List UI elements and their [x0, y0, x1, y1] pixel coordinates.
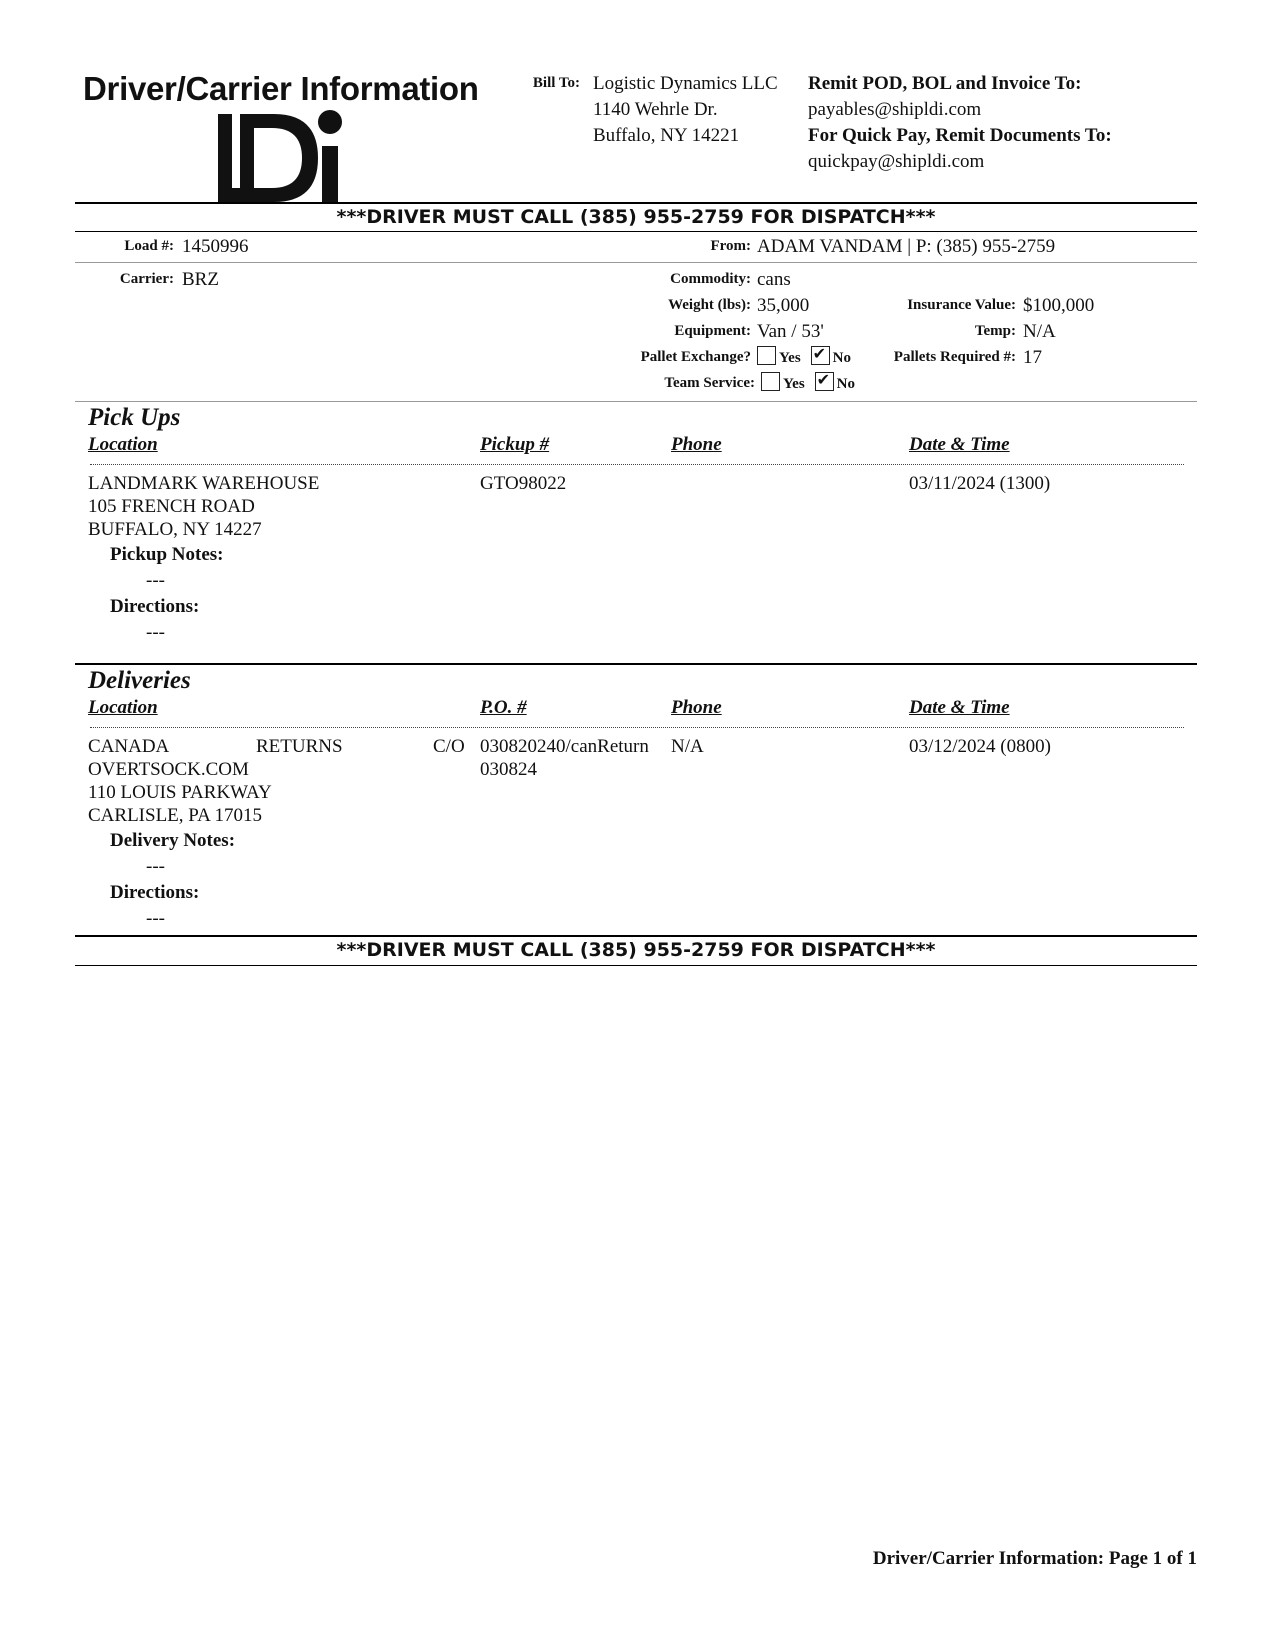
pickups-title: Pick Ups	[88, 404, 181, 431]
weight-value: 35,000	[757, 295, 810, 316]
pickup-directions-label: Directions:	[110, 596, 200, 617]
bill-to-line-2: 1140 Wehrle Dr.	[593, 99, 718, 120]
carrier-value: BRZ	[182, 269, 219, 290]
dispatch-notice-top: ***DRIVER MUST CALL (385) 955-2759 FOR DISPATCH***	[336, 206, 936, 228]
pickup-notes-label: Pickup Notes:	[110, 544, 224, 565]
pallet-exchange-no-checkbox[interactable]	[811, 346, 830, 365]
dotted-divider	[90, 727, 1184, 728]
page-footer: Driver/Carrier Information: Page 1 of 1	[872, 1548, 1197, 1569]
delivery-notes-value: ---	[146, 856, 165, 877]
remit-label: Remit POD, BOL and Invoice To:	[808, 73, 1082, 94]
divider	[75, 935, 1197, 937]
pickups-col-phone: Phone	[671, 434, 722, 455]
team-service-yes-checkbox[interactable]	[761, 372, 780, 391]
delivery-notes-label: Delivery Notes:	[110, 830, 236, 851]
pickup-notes-value: ---	[146, 570, 165, 591]
from-label: From:	[710, 238, 751, 254]
carrier-label: Carrier:	[119, 271, 174, 287]
pickups-col-location: Location	[88, 434, 158, 455]
deliveries-col-number: P.O. #	[480, 697, 527, 718]
delivery-directions-label: Directions:	[110, 882, 200, 903]
delivery-location-line-4: CARLISLE, PA 17015	[88, 805, 263, 826]
pallets-required-value: 17	[1023, 347, 1042, 368]
load-number-label: Load #:	[124, 238, 174, 254]
deliveries-col-datetime: Date & Time	[909, 697, 1010, 718]
equipment-label: Equipment:	[674, 323, 751, 339]
divider	[75, 663, 1197, 665]
delivery-phone: N/A	[671, 736, 704, 757]
team-service-no-label: No	[836, 376, 856, 392]
delivery-location-line-1c: C/O	[433, 736, 465, 757]
temp-label: Temp:	[974, 323, 1016, 339]
pickup-location-line-2: 105 FRENCH ROAD	[88, 496, 255, 517]
divider	[75, 262, 1197, 263]
commodity-value: cans	[757, 269, 791, 290]
delivery-directions-value: ---	[146, 908, 165, 929]
delivery-po-line-1: 030820240/canReturn	[480, 736, 649, 757]
deliveries-col-phone: Phone	[671, 697, 722, 718]
team-service-no-checkbox[interactable]	[815, 372, 834, 391]
page-title: Driver/Carrier Information	[83, 70, 479, 107]
dotted-divider	[90, 464, 1184, 465]
pickup-location-line-1: LANDMARK WAREHOUSE	[88, 473, 320, 494]
insurance-label: Insurance Value:	[907, 297, 1016, 313]
dispatch-notice-bottom: ***DRIVER MUST CALL (385) 955-2759 FOR DISPATCH***	[336, 939, 936, 961]
temp-value: N/A	[1023, 321, 1056, 342]
pallet-exchange-yes-checkbox[interactable]	[757, 346, 776, 365]
pickups-col-datetime: Date & Time	[909, 434, 1010, 455]
pallet-exchange-label: Pallet Exchange?	[640, 349, 751, 365]
delivery-location-line-1b: RETURNS	[256, 736, 343, 757]
delivery-datetime: 03/12/2024 (0800)	[909, 736, 1051, 757]
weight-label: Weight (lbs):	[668, 297, 751, 313]
delivery-location-line-2: OVERTSOCK.COM	[88, 759, 249, 780]
divider	[75, 401, 1197, 402]
pallet-exchange-options	[757, 346, 857, 367]
delivery-location-line-1a: CANADA	[88, 736, 170, 757]
pickups-col-number: Pickup #	[480, 434, 550, 455]
from-value: ADAM VANDAM | P: (385) 955-2759	[757, 236, 1056, 257]
team-service-label: Team Service:	[664, 375, 755, 391]
pickup-location-line-3: BUFFALO, NY 14227	[88, 519, 262, 540]
remit-email: payables@shipldi.com	[808, 99, 982, 120]
delivery-location-line-3: 110 LOUIS PARKWAY	[88, 782, 272, 803]
pallet-exchange-no-label: No	[832, 350, 852, 366]
team-service-options	[761, 372, 861, 393]
pickup-datetime: 03/11/2024 (1300)	[909, 473, 1051, 494]
divider	[75, 231, 1197, 232]
insurance-value: $100,000	[1023, 295, 1095, 316]
bill-to-line-3: Buffalo, NY 14221	[593, 125, 740, 146]
bill-to-label: Bill To:	[532, 75, 580, 91]
divider	[75, 965, 1197, 966]
deliveries-title: Deliveries	[88, 667, 191, 694]
deliveries-col-location: Location	[88, 697, 158, 718]
bill-to-line-1: Logistic Dynamics LLC	[593, 73, 778, 94]
pickup-number: GTO98022	[480, 473, 567, 494]
equipment-value: Van / 53'	[757, 321, 824, 342]
ldi-logo	[218, 108, 350, 213]
quickpay-label: For Quick Pay, Remit Documents To:	[808, 125, 1112, 146]
pickup-directions-value: ---	[146, 622, 165, 643]
commodity-label: Commodity:	[670, 271, 751, 287]
pallet-exchange-yes-label: Yes	[779, 350, 801, 366]
load-number: 1450996	[182, 236, 249, 257]
delivery-po-line-2: 030824	[480, 759, 537, 780]
pallets-required-label: Pallets Required #:	[893, 349, 1016, 365]
quickpay-email: quickpay@shipldi.com	[808, 151, 985, 172]
divider	[75, 202, 1197, 204]
team-service-yes-label: Yes	[783, 376, 805, 392]
